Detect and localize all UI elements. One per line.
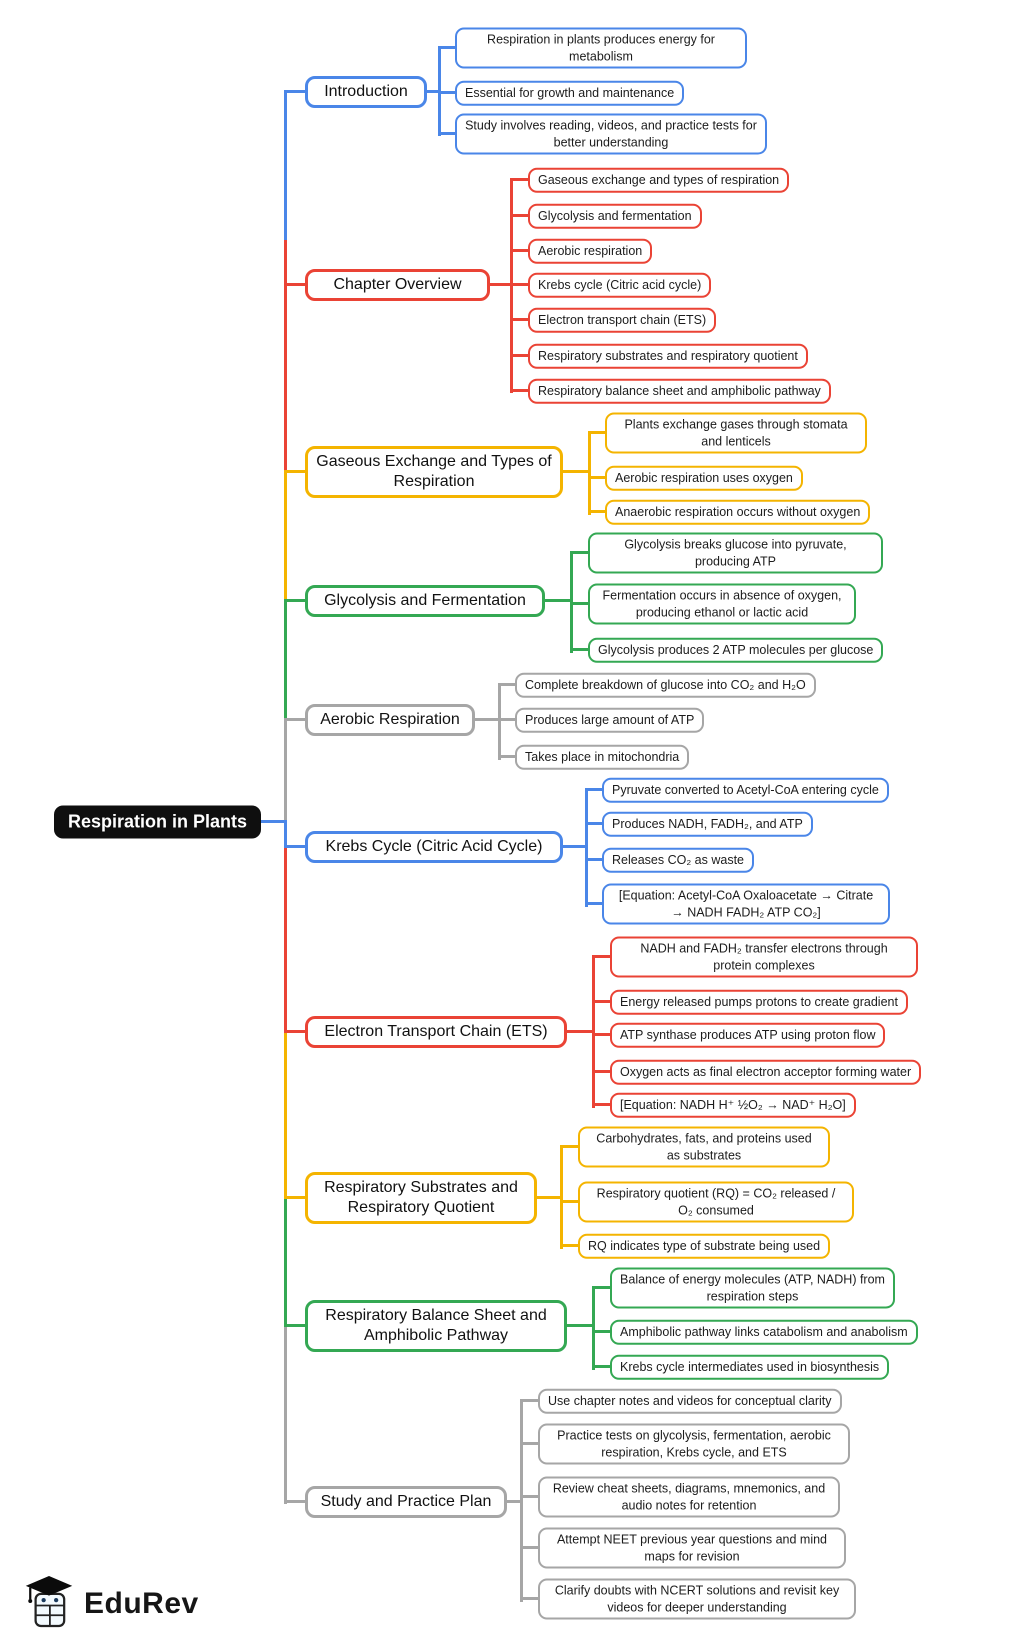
connector-line [592,1286,595,1370]
branch-label-respiratory-balance-sheet: Respiratory Balance Sheet and Amphibolic Pathway [305,1300,567,1352]
leaf-node: Pyruvate converted to Acetyl-CoA entering cycle [602,778,889,803]
branch-label-study-practice-plan: Study and Practice Plan [305,1486,507,1518]
leaf-node: Takes place in mitochondria [515,745,689,770]
connector-line [284,720,287,822]
connector-line [473,718,501,721]
connector-line [284,1326,287,1504]
connector-line [284,822,287,847]
branch-label-electron-transport-chain: Electron Transport Chain (ETS) [305,1016,567,1048]
leaf-node: Oxygen acts as final electron acceptor forming water [610,1060,921,1085]
leaf-node: [Equation: Acetyl-CoA Oxaloacetate → Citrate → NADH FADH₂ ATP CO₂] [602,884,890,925]
leaf-node: Gaseous exchange and types of respiration [528,168,789,193]
leaf-node: Respiratory substrates and respiratory quotient [528,344,808,369]
leaf-node: Krebs cycle (Citric acid cycle) [528,273,711,298]
connector-line [561,470,591,473]
leaf-node: Glycolysis produces 2 ATP molecules per glucose [588,638,883,663]
leaf-node: Use chapter notes and videos for conceptual clarity [538,1389,842,1414]
leaf-node: RQ indicates type of substrate being used [578,1234,830,1259]
connector-line [588,431,591,515]
leaf-node: Carbohydrates, fats, and proteins used as substrates [578,1127,830,1168]
connector-line [284,1032,287,1198]
leaf-node: Clarify doubts with NCERT solutions and revisit key videos for deeper understanding [538,1579,856,1620]
connector-line [284,601,287,720]
connector-line [561,845,588,848]
leaf-node: Glycolysis and fermentation [528,204,702,229]
connector-line [284,847,287,1032]
connector-line [284,472,287,601]
leaf-node: Practice tests on glycolysis, fermentation, aerobic respiration, Krebs cycle, and ETS [538,1424,850,1465]
connector-line [535,1196,563,1199]
edurev-logo [24,1574,199,1633]
connector-line [543,599,573,602]
connector-line [560,1145,563,1249]
branch-label-chapter-overview: Chapter Overview [305,269,490,301]
leaf-node: Study involves reading, videos, and practice tests for better understanding [455,114,767,155]
branch-label-gaseous-exchange: Gaseous Exchange and Types of Respiration [305,446,563,498]
branch-label-krebs-cycle: Krebs Cycle (Citric Acid Cycle) [305,831,563,863]
connector-line [585,788,588,907]
branch-label-aerobic-respiration: Aerobic Respiration [305,704,475,736]
connector-line [498,683,501,760]
branch-label-introduction: Introduction [305,76,427,108]
connector-line [520,1399,523,1602]
leaf-node: Essential for growth and maintenance [455,81,684,106]
leaf-node: Produces large amount of ATP [515,708,704,733]
connector-line [284,240,287,472]
leaf-node: Respiration in plants produces energy for metabolism [455,28,747,69]
connector-line [284,90,287,240]
leaf-node: Respiratory quotient (RQ) = CO₂ released / O₂ consumed [578,1182,854,1223]
leaf-node: Review cheat sheets, diagrams, mnemonics, and audio notes for retention [538,1477,840,1518]
leaf-node: Krebs cycle intermediates used in biosynthesis [610,1355,889,1380]
leaf-node: Attempt NEET previous year questions and mind maps for revision [538,1528,846,1569]
leaf-node: Respiratory balance sheet and amphibolic pathway [528,379,831,404]
leaf-node: Energy released pumps protons to create gradient [610,990,908,1015]
leaf-node: Aerobic respiration [528,239,652,264]
leaf-node: Produces NADH, FADH₂, and ATP [602,812,813,837]
branch-label-respiratory-substrates: Respiratory Substrates and Respiratory Quotient [305,1172,537,1224]
leaf-node: Fermentation occurs in absence of oxygen, producing ethanol or lactic acid [588,584,856,625]
connector-line [565,1030,595,1033]
leaf-node: Balance of energy molecules (ATP, NADH) from respiration steps [610,1268,895,1309]
leaf-node: Electron transport chain (ETS) [528,308,716,333]
leaf-node: NADH and FADH₂ transfer electrons through protein complexes [610,937,918,978]
root-node: Respiration in Plants [54,806,261,839]
leaf-node: Aerobic respiration uses oxygen [605,466,803,491]
graduation-cap-books-icon [24,1574,74,1633]
leaf-node: Complete breakdown of glucose into CO₂ and H₂O [515,673,816,698]
leaf-node: Plants exchange gases through stomata and lenticels [605,413,867,454]
connector-line [565,1324,595,1327]
leaf-node: Releases CO₂ as waste [602,848,754,873]
connector-line [284,1198,287,1326]
branch-label-glycolysis-fermentation: Glycolysis and Fermentation [305,585,545,617]
connector-line [592,955,595,1108]
leaf-node: Amphibolic pathway links catabolism and anabolism [610,1320,918,1345]
edurev-logo-text: EduRev [84,1586,199,1620]
leaf-node: [Equation: NADH H⁺ ½O₂ → NAD⁺ H₂O] [610,1093,856,1118]
connector-line [258,820,287,823]
leaf-node: ATP synthase produces ATP using proton flow [610,1023,885,1048]
leaf-node: Glycolysis breaks glucose into pyruvate, producing ATP [588,533,883,574]
leaf-node: Anaerobic respiration occurs without oxygen [605,500,870,525]
